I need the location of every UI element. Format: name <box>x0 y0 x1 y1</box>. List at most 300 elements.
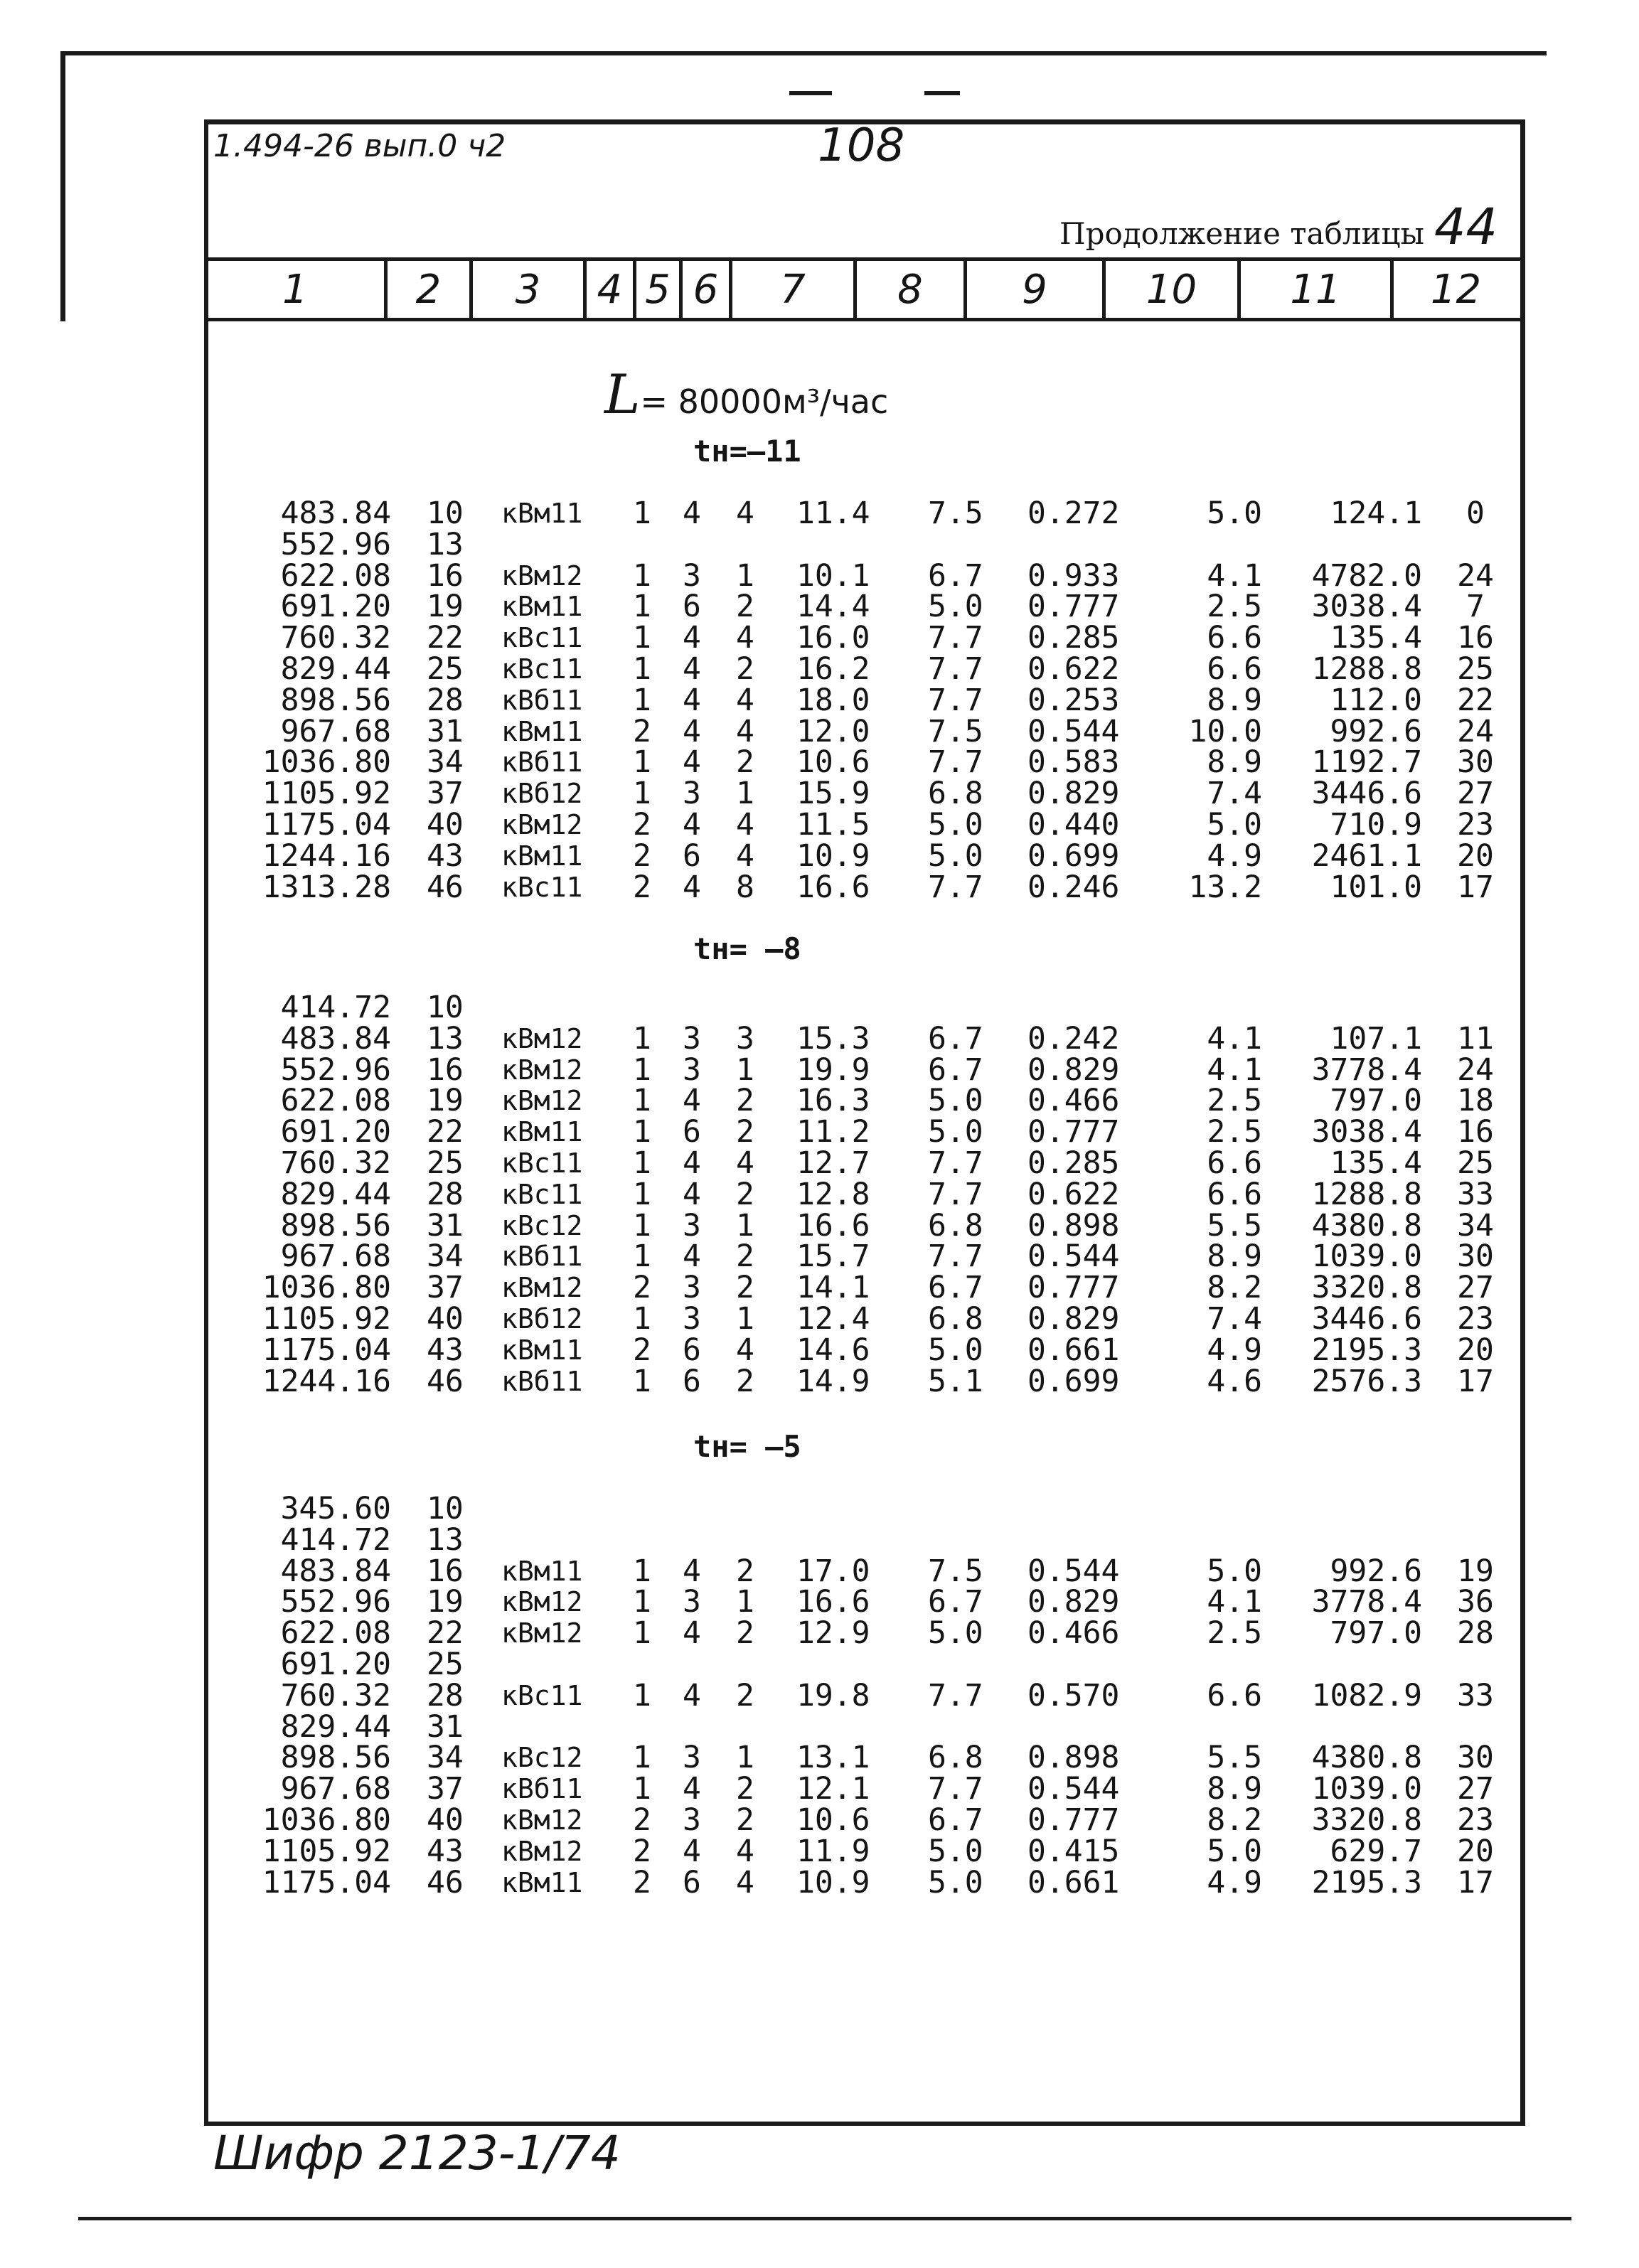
table-cell-col-1: 622.08 <box>280 557 391 594</box>
table-cell-col-11: 3446.6 <box>1311 776 1422 812</box>
table-cell-col-12: 17 <box>1457 1363 1494 1399</box>
table-cell-col-1: 552.96 <box>280 1584 391 1620</box>
table-cell-col-1: 829.44 <box>280 651 391 687</box>
table-cell-col-6: 2 <box>736 1239 754 1275</box>
table-cell-col-3: кВб12 <box>501 1303 583 1334</box>
table-cell-col-5: 3 <box>683 1207 701 1243</box>
table-cell-col-7: 16.6 <box>796 869 870 905</box>
table-cell-col-5: 4 <box>683 1176 701 1212</box>
table-cell-col-1: 1244.16 <box>262 838 391 874</box>
table-row <box>0 1116 1639 1148</box>
table-row <box>0 1864 1639 1900</box>
continuation-label: Продолжение таблицы <box>1059 216 1424 251</box>
table-cell-col-9: 0.544 <box>1027 1239 1120 1275</box>
table-cell-col-4: 2 <box>633 838 651 874</box>
table-cell-col-7: 12.4 <box>796 1301 870 1337</box>
table-cell-col-8: 7.7 <box>928 1677 983 1713</box>
table-cell-col-4: 1 <box>633 1020 651 1057</box>
table-cell-col-11: 629.7 <box>1330 1833 1422 1869</box>
table-cell-col-8: 7.7 <box>928 651 983 687</box>
table-cell-col-10: 6.6 <box>1207 620 1262 656</box>
table-cell-col-7: 15.7 <box>796 1239 870 1275</box>
table-cell-col-1: 1244.16 <box>262 1363 391 1399</box>
table-cell-col-7: 12.1 <box>796 1771 870 1807</box>
table-cell-col-6: 2 <box>736 651 754 687</box>
table-cell-col-10: 2.5 <box>1207 589 1262 625</box>
table-cell-col-9: 0.661 <box>1027 1332 1120 1368</box>
table-cell-col-7: 16.2 <box>796 651 870 687</box>
table-cell-col-1: 622.08 <box>280 1083 391 1119</box>
table-cell-col-4: 2 <box>633 1802 651 1838</box>
table-cell-col-3: кВс11 <box>501 622 583 654</box>
table-cell-col-9: 0.583 <box>1027 744 1120 781</box>
table-cell-col-7: 15.9 <box>796 776 870 812</box>
table-cell-col-9: 0.829 <box>1027 776 1120 812</box>
table-cell-col-6: 2 <box>736 1677 754 1713</box>
table-cell-col-7: 12.7 <box>796 1145 870 1181</box>
table-cell-col-7: 10.1 <box>796 557 870 594</box>
table-cell-col-12: 18 <box>1457 1083 1494 1119</box>
table-cell-col-10: 8.9 <box>1207 744 1262 781</box>
table-cell-col-12: 36 <box>1457 1584 1494 1620</box>
table-cell-col-8: 5.0 <box>928 1083 983 1119</box>
table-cell-col-1: 483.84 <box>280 1553 391 1589</box>
table-cell-col-8: 6.7 <box>928 1584 983 1620</box>
flow-symbol: L <box>604 363 641 426</box>
table-cell-col-3: кВб12 <box>501 778 583 810</box>
table-cell-col-6: 1 <box>736 1584 754 1620</box>
table-cell-col-8: 5.0 <box>928 589 983 625</box>
table-row <box>0 1553 1639 1589</box>
table-cell-col-7: 18.0 <box>796 682 870 718</box>
table-cell-col-12: 25 <box>1457 1145 1494 1181</box>
table-row <box>0 1649 1639 1680</box>
table-cell-col-1: 1036.80 <box>262 744 391 781</box>
table-cell-col-1: 1175.04 <box>262 1332 391 1368</box>
table-cell-col-11: 3446.6 <box>1311 1301 1422 1337</box>
table-cell-col-12: 33 <box>1457 1176 1494 1212</box>
table-cell-col-7: 10.9 <box>796 838 870 874</box>
table-cell-col-10: 6.6 <box>1207 1677 1262 1713</box>
table-cell-col-2: 19 <box>427 589 464 625</box>
table-cell-col-7: 16.6 <box>796 1584 870 1620</box>
table-row <box>0 744 1639 781</box>
table-cell-col-10: 5.5 <box>1207 1740 1262 1776</box>
table-cell-col-3: кВс11 <box>501 1679 583 1711</box>
table-cell-col-8: 7.7 <box>928 1176 983 1212</box>
table-cell-col-7: 17.0 <box>796 1553 870 1589</box>
table-cell-col-10: 4.1 <box>1207 1584 1262 1620</box>
table-row <box>0 1207 1639 1243</box>
table-cell-col-4: 1 <box>633 496 651 531</box>
table-row <box>0 1270 1639 1306</box>
table-cell-col-3: кВс11 <box>501 871 583 903</box>
table-cell-col-2: 31 <box>427 713 464 749</box>
table-cell-col-2: 40 <box>427 1301 464 1337</box>
table-cell-col-11: 101.0 <box>1330 869 1422 905</box>
table-cell-col-3: кВм11 <box>501 1866 583 1898</box>
table-cell-col-9: 0.622 <box>1027 1176 1120 1212</box>
document-code: 1.494-26 вып.0 ч2 <box>213 128 506 164</box>
table-cell-col-4: 1 <box>633 1615 651 1652</box>
table-cell-col-12: 7 <box>1466 589 1485 625</box>
table-cell-col-1: 691.20 <box>280 1114 391 1150</box>
table-cell-col-12: 20 <box>1457 1332 1494 1368</box>
table-cell-col-11: 4782.0 <box>1311 557 1422 594</box>
table-cell-col-9: 0.466 <box>1027 1083 1120 1119</box>
table-cell-col-6: 2 <box>736 1083 754 1119</box>
table-cell-col-1: 1105.92 <box>262 1301 391 1337</box>
table-cell-col-12: 17 <box>1457 869 1494 905</box>
outer-frame-left-line <box>60 51 65 321</box>
table-cell-col-10: 7.4 <box>1207 1301 1262 1337</box>
table-cell-col-5: 3 <box>683 1270 701 1306</box>
column-number: 5 <box>645 266 671 313</box>
table-cell-col-8: 5.0 <box>928 838 983 874</box>
table-cell-col-3: кВм12 <box>501 1586 583 1618</box>
table-cell-col-1: 691.20 <box>280 589 391 625</box>
table-cell-col-5: 3 <box>683 776 701 812</box>
table-cell-col-2: 16 <box>427 1553 464 1589</box>
table-cell-col-1: 414.72 <box>280 990 391 1025</box>
table-cell-col-3: кВб11 <box>501 684 583 716</box>
table-cell-col-8: 7.7 <box>928 1771 983 1807</box>
table-cell-col-6: 4 <box>736 1833 754 1869</box>
table-cell-col-8: 6.7 <box>928 1052 983 1088</box>
table-cell-col-10: 6.6 <box>1207 1176 1262 1212</box>
table-cell-col-7: 11.4 <box>796 496 870 531</box>
table-cell-col-4: 1 <box>633 1052 651 1088</box>
table-cell-col-10: 6.6 <box>1207 651 1262 687</box>
table-row <box>0 840 1639 872</box>
table-cell-col-1: 1313.28 <box>262 869 391 905</box>
table-cell-col-4: 1 <box>633 776 651 812</box>
table-cell-col-4: 2 <box>633 1833 651 1869</box>
table-cell-col-12: 20 <box>1457 1833 1494 1869</box>
table-cell-col-11: 2195.3 <box>1311 1864 1422 1900</box>
table-cell-col-6: 1 <box>736 557 754 594</box>
table-cell-col-8: 6.7 <box>928 1020 983 1057</box>
table-cell-col-1: 1175.04 <box>262 1864 391 1900</box>
table-cell-col-4: 1 <box>633 1584 651 1620</box>
table-cell-col-5: 4 <box>683 1145 701 1181</box>
table-cell-col-4: 1 <box>633 589 651 625</box>
table-cell-col-4: 1 <box>633 1771 651 1807</box>
table-cell-col-3: кВб11 <box>501 1773 583 1805</box>
table-cell-col-12: 24 <box>1457 1052 1494 1088</box>
table-cell-col-12: 34 <box>1457 1207 1494 1243</box>
table-cell-col-2: 40 <box>427 1802 464 1838</box>
table-cell-col-11: 1288.8 <box>1311 651 1422 687</box>
table-cell-col-2: 28 <box>427 1176 464 1212</box>
table-cell-col-9: 0.777 <box>1027 1270 1120 1306</box>
table-row <box>0 682 1639 718</box>
table-cell-col-9: 0.440 <box>1027 807 1120 843</box>
table-cell-col-6: 2 <box>736 744 754 781</box>
table-row <box>0 992 1639 1023</box>
table-cell-col-2: 13 <box>427 526 464 562</box>
table-cell-col-11: 3320.8 <box>1311 1270 1422 1306</box>
table-cell-col-9: 0.272 <box>1027 496 1120 531</box>
column-number: 4 <box>597 266 623 313</box>
table-cell-col-3: кВс11 <box>501 653 583 685</box>
table-cell-col-1: 829.44 <box>280 1176 391 1212</box>
table-row <box>0 1708 1639 1745</box>
table-cell-col-6: 1 <box>736 1301 754 1337</box>
table-cell-col-3: кВб11 <box>501 747 583 779</box>
table-cell-col-7: 10.6 <box>796 744 870 781</box>
table-cell-col-5: 4 <box>683 869 701 905</box>
table-cell-col-6: 2 <box>736 589 754 625</box>
table-row <box>0 1176 1639 1212</box>
table-cell-col-10: 4.1 <box>1207 1052 1262 1088</box>
table-cell-col-5: 4 <box>683 1239 701 1275</box>
table-cell-col-10: 4.9 <box>1207 1332 1262 1368</box>
table-cell-col-4: 2 <box>633 713 651 749</box>
table-row <box>0 1740 1639 1776</box>
table-cell-col-4: 1 <box>633 557 651 594</box>
table-cell-col-6: 4 <box>736 1332 754 1368</box>
table-cell-col-3: кВм11 <box>501 1334 583 1366</box>
table-cell-col-11: 1288.8 <box>1311 1176 1422 1212</box>
table-row <box>0 1584 1639 1620</box>
table-cell-col-12: 19 <box>1457 1553 1494 1589</box>
table-cell-col-8: 6.7 <box>928 557 983 594</box>
table-cell-col-3: кВм12 <box>501 560 583 592</box>
table-cell-col-8: 7.5 <box>928 713 983 749</box>
table-cell-col-1: 898.56 <box>280 1207 391 1243</box>
table-cell-col-5: 6 <box>683 1363 701 1399</box>
continuation-heading <box>1059 198 1497 256</box>
table-row <box>0 1771 1639 1807</box>
table-row <box>0 869 1639 905</box>
table-cell-col-11: 1192.7 <box>1311 744 1422 781</box>
table-cell-col-1: 1175.04 <box>262 807 391 843</box>
table-cell-col-11: 797.0 <box>1330 1615 1422 1652</box>
table-cell-col-7: 19.9 <box>796 1052 870 1088</box>
table-cell-col-9: 0.466 <box>1027 1615 1120 1652</box>
table-cell-col-12: 27 <box>1457 776 1494 812</box>
table-cell-col-9: 0.777 <box>1027 1114 1120 1150</box>
table-cell-col-1: 967.68 <box>280 1239 391 1275</box>
table-cell-col-9: 0.699 <box>1027 1363 1120 1399</box>
table-row <box>0 807 1639 843</box>
table-cell-col-2: 46 <box>427 1864 464 1900</box>
table-cell-col-2: 13 <box>427 1521 464 1558</box>
table-cell-col-4: 1 <box>633 682 651 718</box>
table-cell-col-4: 2 <box>633 1332 651 1368</box>
table-cell-col-10: 6.6 <box>1207 1145 1262 1181</box>
table-row <box>0 589 1639 625</box>
table-row <box>0 1833 1639 1869</box>
table-cell-col-6: 2 <box>736 1771 754 1807</box>
top-dash <box>789 91 832 95</box>
table-cell-col-4: 1 <box>633 1114 651 1150</box>
column-number-header <box>206 257 1523 321</box>
table-cell-col-5: 4 <box>683 682 701 718</box>
table-cell-col-2: 46 <box>427 869 464 905</box>
table-cell-col-7: 12.9 <box>796 1615 870 1652</box>
table-cell-col-12: 30 <box>1457 744 1494 781</box>
table-row <box>0 1020 1639 1057</box>
table-cell-col-12: 27 <box>1457 1270 1494 1306</box>
table-cell-col-8: 7.7 <box>928 620 983 656</box>
table-row <box>0 653 1639 685</box>
table-cell-col-11: 1039.0 <box>1311 1771 1422 1807</box>
table-cell-col-5: 4 <box>683 744 701 781</box>
table-cell-col-4: 1 <box>633 1176 651 1212</box>
table-cell-col-12: 24 <box>1457 713 1494 749</box>
table-cell-col-2: 46 <box>427 1363 464 1399</box>
table-cell-col-6: 1 <box>736 1740 754 1776</box>
table-cell-col-8: 5.0 <box>928 1615 983 1652</box>
table-cell-col-10: 4.1 <box>1207 1020 1262 1057</box>
table-row <box>0 1301 1639 1337</box>
table-cell-col-10: 5.0 <box>1207 496 1262 531</box>
table-cell-col-8: 6.8 <box>928 1207 983 1243</box>
table-cell-col-10: 8.2 <box>1207 1270 1262 1306</box>
table-cell-col-11: 124.1 <box>1330 496 1422 531</box>
table-cell-col-2: 37 <box>427 1270 464 1306</box>
table-cell-col-1: 760.32 <box>280 1145 391 1181</box>
table-cell-col-10: 8.9 <box>1207 682 1262 718</box>
table-cell-col-2: 37 <box>427 1771 464 1807</box>
table-cell-col-9: 0.246 <box>1027 869 1120 905</box>
table-cell-col-8: 6.8 <box>928 776 983 812</box>
table-cell-col-10: 2.5 <box>1207 1114 1262 1150</box>
table-cell-col-4: 1 <box>633 1553 651 1589</box>
table-row <box>0 1083 1639 1119</box>
table-cell-col-7: 12.8 <box>796 1176 870 1212</box>
table-cell-col-2: 43 <box>427 1332 464 1368</box>
table-cell-col-3: кВм11 <box>501 715 583 747</box>
table-cell-col-3: кВм12 <box>501 1022 583 1054</box>
table-row <box>0 1054 1639 1086</box>
table-cell-col-9: 0.285 <box>1027 620 1120 656</box>
table-cell-col-7: 11.5 <box>796 807 870 843</box>
table-cell-col-5: 4 <box>683 1553 701 1589</box>
table-cell-col-2: 31 <box>427 1207 464 1243</box>
table-cell-col-4: 2 <box>633 869 651 905</box>
table-cell-col-10: 5.0 <box>1207 807 1262 843</box>
table-cell-col-2: 25 <box>427 1647 464 1682</box>
table-cell-col-8: 5.0 <box>928 1833 983 1869</box>
table-cell-col-1: 1105.92 <box>262 776 391 812</box>
table-cell-col-10: 5.5 <box>1207 1207 1262 1243</box>
table-cell-col-9: 0.544 <box>1027 713 1120 749</box>
table-cell-col-1: 622.08 <box>280 1615 391 1652</box>
table-row <box>0 776 1639 812</box>
table-row <box>0 557 1639 594</box>
column-number: 12 <box>1430 266 1482 313</box>
table-cell-col-12: 27 <box>1457 1771 1494 1807</box>
table-cell-col-9: 0.699 <box>1027 838 1120 874</box>
table-cell-col-3: кВм12 <box>501 1835 583 1867</box>
table-cell-col-6: 8 <box>736 869 754 905</box>
table-cell-col-11: 797.0 <box>1330 1083 1422 1119</box>
table-cell-col-1: 967.68 <box>280 713 391 749</box>
table-number: 44 <box>1434 198 1498 256</box>
table-cell-col-5: 3 <box>683 1052 701 1088</box>
table-cell-col-10: 7.4 <box>1207 776 1262 812</box>
table-cell-col-5: 4 <box>683 1615 701 1652</box>
table-cell-col-1: 552.96 <box>280 526 391 562</box>
table-cell-col-12: 16 <box>1457 620 1494 656</box>
table-cell-col-4: 2 <box>633 807 651 843</box>
table-row <box>0 1804 1639 1836</box>
table-cell-col-4: 1 <box>633 1145 651 1181</box>
table-cell-col-2: 34 <box>427 1740 464 1776</box>
table-cell-col-7: 10.6 <box>796 1802 870 1838</box>
table-cell-col-1: 1105.92 <box>262 1833 391 1869</box>
table-cell-col-7: 19.8 <box>796 1677 870 1713</box>
table-cell-col-2: 19 <box>427 1083 464 1119</box>
table-cell-col-5: 4 <box>683 620 701 656</box>
table-cell-col-7: 13.1 <box>796 1740 870 1776</box>
table-cell-col-8: 6.8 <box>928 1301 983 1337</box>
table-row <box>0 620 1639 656</box>
table-cell-col-9: 0.622 <box>1027 651 1120 687</box>
table-cell-col-5: 6 <box>683 1332 701 1368</box>
table-cell-col-2: 19 <box>427 1584 464 1620</box>
table-cell-col-5: 4 <box>683 1083 701 1119</box>
table-cell-col-8: 6.7 <box>928 1270 983 1306</box>
table-cell-col-7: 10.9 <box>796 1864 870 1900</box>
section-title: tн= –5 <box>693 1429 801 1464</box>
table-cell-col-7: 12.0 <box>796 713 870 749</box>
table-cell-col-1: 760.32 <box>280 1677 391 1713</box>
table-cell-col-8: 7.5 <box>928 1553 983 1589</box>
table-cell-col-6: 1 <box>736 1207 754 1243</box>
table-cell-col-2: 43 <box>427 1833 464 1869</box>
table-cell-col-12: 33 <box>1457 1677 1494 1713</box>
table-cell-col-9: 0.415 <box>1027 1833 1120 1869</box>
table-cell-col-3: кВс11 <box>501 1178 583 1210</box>
table-cell-col-11: 3778.4 <box>1311 1052 1422 1088</box>
table-cell-col-6: 2 <box>736 1270 754 1306</box>
table-cell-col-9: 0.829 <box>1027 1584 1120 1620</box>
table-cell-col-6: 1 <box>736 1052 754 1088</box>
table-cell-col-4: 2 <box>633 1864 651 1900</box>
table-cell-col-12: 30 <box>1457 1740 1494 1776</box>
table-cell-col-4: 1 <box>633 620 651 656</box>
table-cell-col-10: 13.2 <box>1188 869 1262 905</box>
column-number: 6 <box>693 266 719 313</box>
table-cell-col-2: 25 <box>427 651 464 687</box>
table-cell-col-3: кВс11 <box>501 1148 583 1179</box>
table-cell-col-8: 6.8 <box>928 1740 983 1776</box>
table-cell-col-9: 0.253 <box>1027 682 1120 718</box>
table-cell-col-5: 6 <box>683 1114 701 1150</box>
table-cell-col-6: 4 <box>736 496 754 531</box>
table-cell-col-5: 3 <box>683 1020 701 1057</box>
page-number: 108 <box>818 119 905 172</box>
table-cell-col-5: 3 <box>683 1740 701 1776</box>
table-row <box>0 1521 1639 1558</box>
table-cell-col-7: 14.9 <box>796 1363 870 1399</box>
table-cell-col-3: кВм11 <box>501 498 583 529</box>
table-cell-col-11: 4380.8 <box>1311 1207 1422 1243</box>
table-cell-col-5: 6 <box>683 838 701 874</box>
table-cell-col-6: 4 <box>736 620 754 656</box>
table-cell-col-3: кВм11 <box>501 1116 583 1148</box>
table-cell-col-9: 0.777 <box>1027 589 1120 625</box>
cipher-label: Шифр 2123-1/74 <box>213 2126 621 2181</box>
table-cell-col-7: 14.6 <box>796 1332 870 1368</box>
table-cell-col-12: 16 <box>1457 1114 1494 1150</box>
table-cell-col-8: 7.7 <box>928 869 983 905</box>
table-cell-col-6: 4 <box>736 713 754 749</box>
